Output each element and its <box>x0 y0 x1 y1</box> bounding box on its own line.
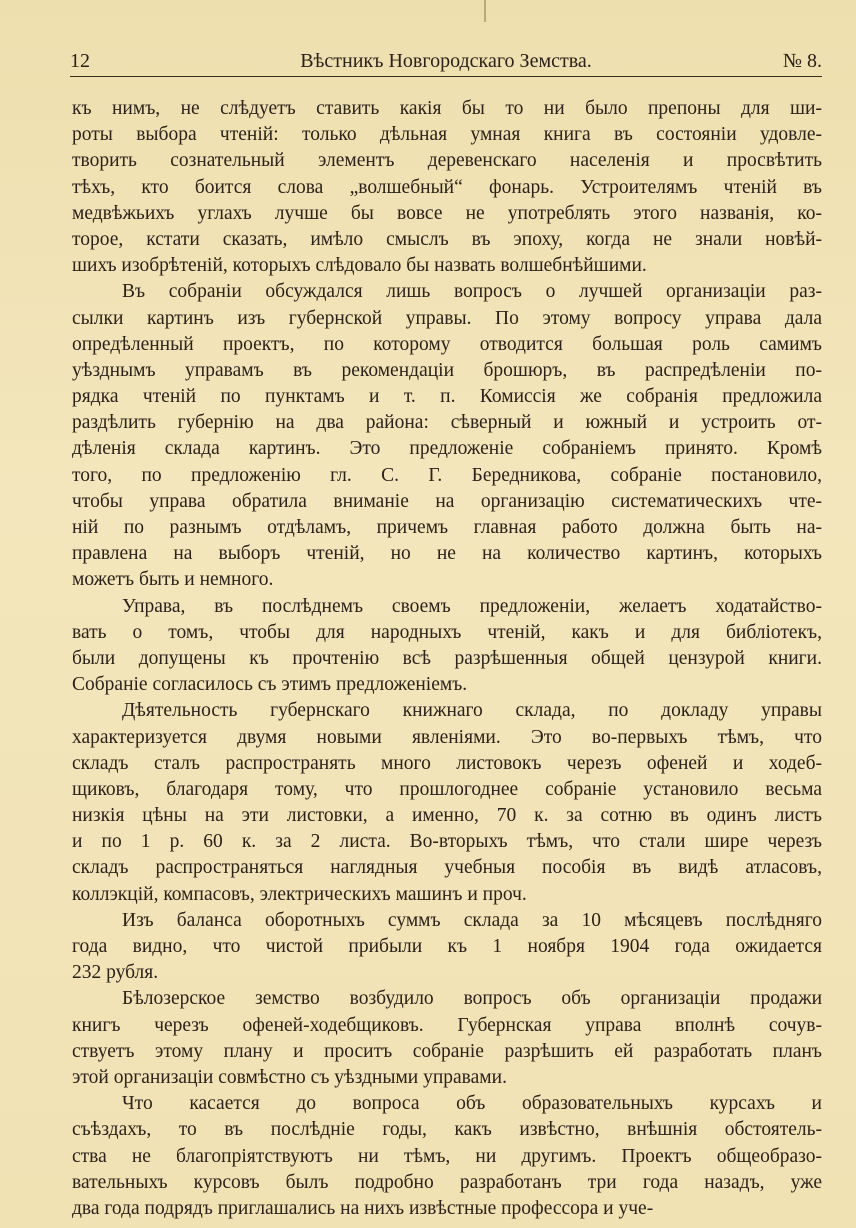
paragraph <box>72 279 822 593</box>
journal-title: Вѣстникъ Новгородскаго Земства. <box>300 50 592 72</box>
text-line: ства не благопріятствуютъ ни тѣмъ, ни другимъ. Проектъ общеобразо- <box>72 1145 822 1167</box>
text-line: къ нимъ, не слѣдуетъ ставить какія бы то ни было препоны для ши- <box>72 98 822 119</box>
text-line: щиковъ, благодаря тому, что прошлогоднее собраніе установило весьма <box>72 778 822 800</box>
text-line: два года подрядъ приглашались на нихъ извѣстные профессора и уче- <box>72 1197 654 1219</box>
text-line: того, по предложенію гл. С. Г. Бередникова, собраніе постановило, <box>72 464 822 486</box>
paragraph <box>72 698 822 908</box>
text-line: коллэкцій, компасовъ, электрическихъ машинъ и проч. <box>72 883 527 905</box>
text-line: раздѣлить губернію на два района: сѣверный и южный и устроить от- <box>72 412 822 434</box>
text-line: Что касается до вопроса объ образовательныхъ курсахъ и <box>122 1093 822 1115</box>
text-line: были допущены къ прочтенію всѣ разрѣшенныя общей цензурой книги. <box>72 647 822 669</box>
header-rule <box>70 76 822 77</box>
text-line: Изъ баланса оборотныхъ суммъ склада за 10 мѣсяцевъ послѣдняго <box>122 909 822 931</box>
text-line: рядка чтеній по пунктамъ и т. п. Комиссія же собранія предложила <box>72 386 822 408</box>
text-line: Дѣятельность губернскаго книжнаго склада, по докладу управы <box>122 700 822 722</box>
text-line: этой организаціи совмѣстно съ уѣздными управами. <box>72 1066 507 1088</box>
text-line: вать о томъ, чтобы для народныхъ чтеній, какъ и для библіотекъ, <box>72 621 822 643</box>
text-line: съѣздахъ, то въ послѣдніе годы, какъ извѣстно, внѣшнія обстоятель- <box>72 1119 822 1141</box>
text-line: торое, кстати сказать, имѣло смыслъ въ эпоху, когда не знали новѣй- <box>72 228 822 250</box>
text-line: книгъ черезъ офеней-ходебщиковъ. Губернская управа вполнѣ сочув- <box>72 1014 822 1036</box>
text-line: складъ сталъ распространять много листовокъ черезъ офеней и ходеб- <box>72 752 822 774</box>
paragraph <box>72 1091 822 1222</box>
body-text <box>72 96 822 1222</box>
text-line: медвѣжьихъ углахъ лучше бы вовсе не употреблять этого названія, ко- <box>72 202 822 224</box>
text-line: можетъ быть и немного. <box>72 569 274 591</box>
running-header <box>70 46 822 76</box>
paragraph <box>72 594 822 699</box>
page-number: 12 <box>70 50 90 72</box>
text-line: ній по разнымъ отдѣламъ, причемъ главная работо должна быть на- <box>72 517 822 538</box>
text-line: года видно, что чистой прибыли къ 1 ноября 1904 года ожидается <box>72 936 822 957</box>
text-line: характеризуется двумя новыми явленіями. Это во-первыхъ тѣмъ, что <box>72 726 822 748</box>
text-line: опредѣленный проектъ, по которому отводится большая роль самимъ <box>72 333 822 355</box>
text-line: Бѣлозерское земство возбудило вопросъ объ организаціи продажи <box>122 988 822 1010</box>
text-line: ствуетъ этому плану и проситъ собраніе разрѣшить ей разработать планъ <box>72 1040 822 1062</box>
text-line: Управа, въ послѣднемъ своемъ предложеніи, желаетъ ходатайство- <box>122 595 822 617</box>
text-line: уѣзднымъ управамъ въ рекомендаціи брошюръ, въ распредѣленіи по- <box>72 359 822 381</box>
paragraph <box>72 96 822 279</box>
text-line: шихъ изобрѣтеній, которыхъ слѣдовало бы назвать волшебнѣйшими. <box>72 255 647 277</box>
text-line: чтобы управа обратила вниманіе на организацію систематическихъ чте- <box>72 490 822 512</box>
paragraph <box>72 908 822 987</box>
text-line: низкія цѣны на эти листовки, а именно, 70 к. за сотню въ одинъ листъ <box>72 805 822 827</box>
text-line: Собраніе согласилось съ этимъ предложеніемъ. <box>72 674 468 696</box>
text-line: творить сознательный элементъ деревенскаго населенія и просвѣтить <box>72 150 822 172</box>
text-line: Въ собраніи обсуждался лишь вопросъ о лучшей организаціи раз- <box>122 281 822 303</box>
text-line: складъ распространяться наглядныя учебныя пособія въ видѣ атласовъ, <box>72 857 822 879</box>
paragraph <box>72 986 822 1091</box>
text-line: роты выбора чтеній: только дѣльная умная книга въ состояніи удовле- <box>72 124 822 146</box>
text-line: 232 рубля. <box>72 962 159 984</box>
text-line: дѣленія склада картинъ. Это предложеніе собраніемъ принято. Кромѣ <box>72 438 822 460</box>
binding-crease <box>484 0 486 22</box>
text-line: вательныхъ курсовъ былъ подробно разработанъ три года назадъ, уже <box>72 1171 822 1193</box>
issue-number: № 8. <box>782 50 822 72</box>
text-line: сылки картинъ изъ губернской управы. По этому вопросу управа дала <box>72 307 822 329</box>
text-line: тѣхъ, кто боится слова „волшебный“ фонарь. Устроителямъ чтеній въ <box>72 176 822 198</box>
text-line: правлена на выборъ чтеній, но не на количество картинъ, которыхъ <box>72 543 822 565</box>
text-line: и по 1 р. 60 к. за 2 листа. Во-вторыхъ тѣмъ, что стали шире черезъ <box>72 831 822 853</box>
